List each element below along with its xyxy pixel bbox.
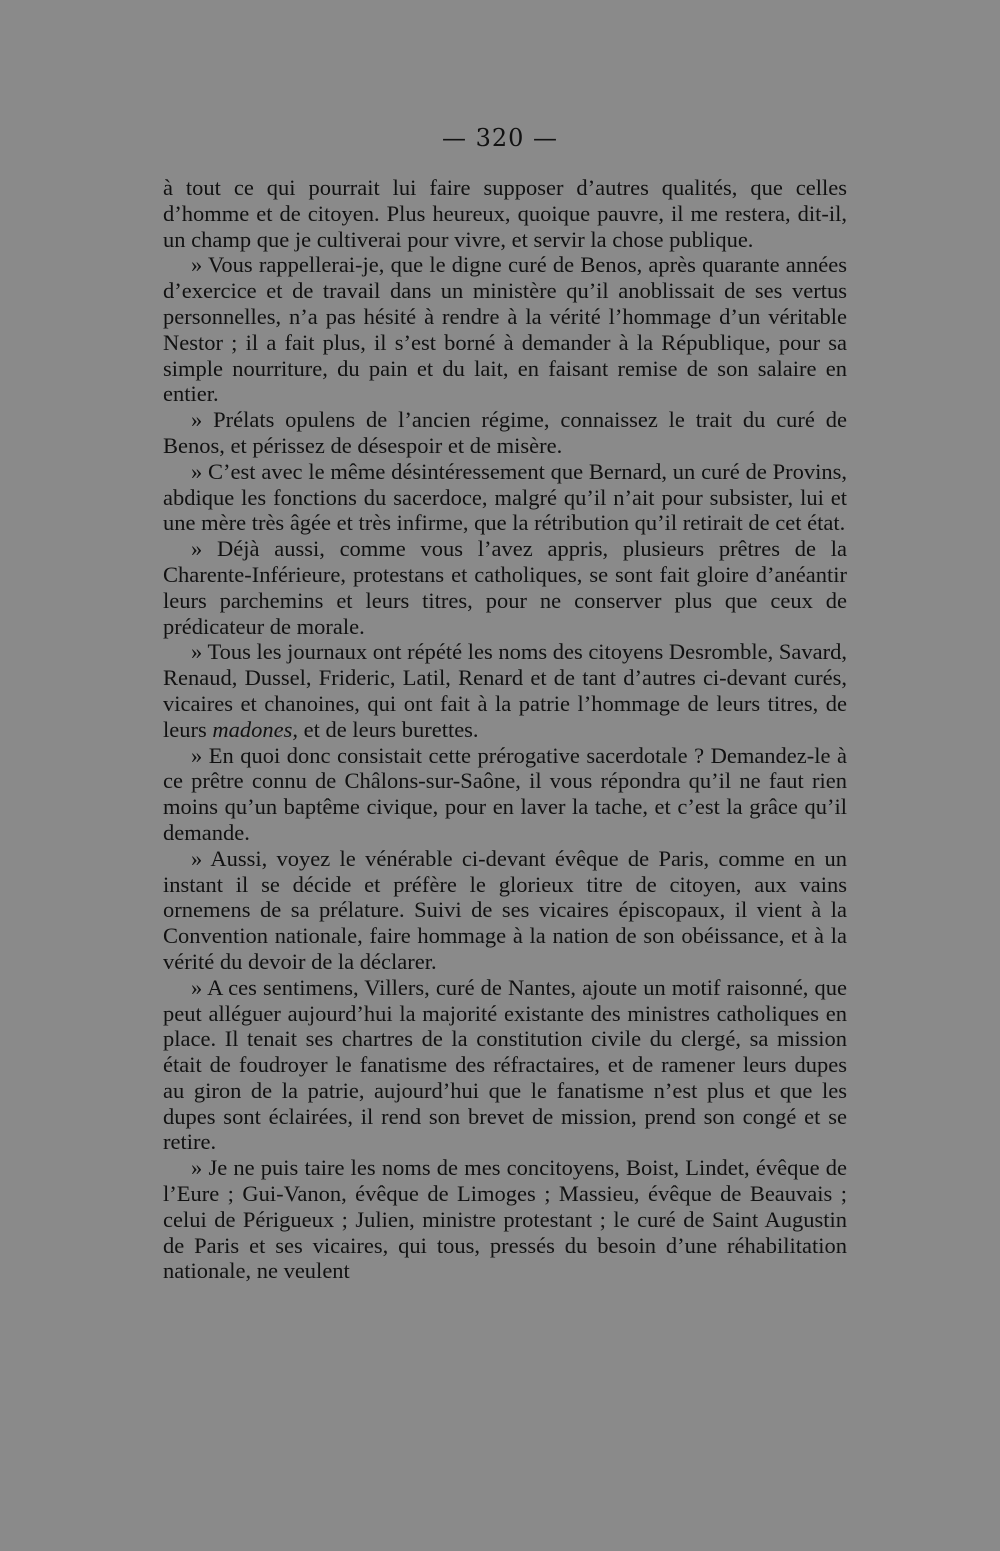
page-number: — 320 — (441, 124, 559, 152)
paragraph-cure-de-benos: » Vous rappellerai-je, que le digne curé de Benos, après quarante années d’exercice et de travail dans un ministère qu’il anoblissait de ses vertus personnelles, n’a pas hésité à rendre à la vérité l’hommage d’un véritable Nestor ; il a fait plus, il s’est borné à demander à la République, pour sa simple nourriture, du pain et du lait, en faisant remise de son salaire en entier. (163, 252, 847, 407)
paragraph-continuation: à tout ce qui pourrait lui faire supposer d’autres qualités, que celles d’homme et de citoyen. Plus heureux, quoique pauvre, il me restera, dit-il, un champ que je cultiverai pour vivre, et servir la chose publique. (163, 175, 847, 252)
body-text (163, 175, 847, 1284)
paragraph-prelats-opulens: » Prélats opulens de l’ancien régime, connaissez le trait du curé de Benos, et périssez de désespoir et de misère. (163, 407, 847, 458)
paragraph-bernard-provins: » C’est avec le même désintéressement que Bernard, un curé de Provins, abdique les fonctions du sacerdoce, malgré qu’il n’ait pour subsister, lui et une mère très âgée et très infirme, que la rétribution qu’il retirait de cet état. (163, 458, 847, 536)
paragraph-charente-inferieure: » Déjà aussi, comme vous l’avez appris, plusieurs prêtres de la Charente-Inférieure, protestans et catholiques, se sont fait gloire d’anéantir leurs parchemins et leurs titres, pour ne conserver plus que ceux de prédicateur de morale. (163, 536, 847, 639)
paragraph-journaux-text-after: et de leurs burettes. (298, 716, 479, 742)
paragraph-prerogative: » En quoi donc consistait cette prérogative sacerdotale ? Demandez-le à ce prêtre connu de Châlons-sur-Saône, il vous répondra qu’il ne faut rien moins qu’un baptême civique, pour en laver la tache, et c’est la grâce qu’il demande. (163, 742, 847, 845)
paragraph-journaux-emphasis: madones, (212, 716, 298, 742)
paragraph-villers-nantes: » A ces sentimens, Villers, curé de Nantes, ajoute un motif raisonné, que peut alléguer aujourd’hui la majorité existante des ministres catholiques en place. Il tenait ses chartres de la constitution civile du clergé, sa mission était de foudroyer le fanatisme des réfractaires, et de ramener leurs dupes au giron de la patrie, aujourd’hui que le fanatisme n’est plus et que les dupes sont éclairées, il rend son brevet de mission, prend son congé et se retire. (163, 974, 847, 1155)
paragraph-eveque-paris: » Aussi, voyez le vénérable ci-devant évêque de Paris, comme en un instant il se décide et préfère le glorieux titre de citoyen, aux vains ornemens de sa prélature. Suivi de ses vicaires épiscopaux, il vient à la Convention nationale, faire hommage à la nation de son obéissance, et à la vérité du devoir de la déclarer. (163, 845, 847, 974)
paragraph-concitoyens: » Je ne puis taire les noms de mes concitoyens, Boist, Lindet, évêque de l’Eure ; Gui-Vanon, évêque de Limoges ; Massieu, évêque de Beauvais ; celui de Périgueux ; Julien, ministre protestant ; le curé de Saint Augustin de Paris et ses vicaires, qui tous, pressés du besoin d’une réhabilitation nationale, ne veulent (163, 1155, 847, 1284)
paragraph-journaux-text-before: » Tous les journaux ont répété les noms des citoyens Desromble, Savard, Renaud, Dussel, Frideric, Latil, Renard et de tant d’autres ci-devant curés, vicaires et chanoines, qui ont fait à la patrie l’hommage de leurs titres, de leurs (163, 639, 848, 742)
paragraph-journaux (163, 639, 847, 742)
